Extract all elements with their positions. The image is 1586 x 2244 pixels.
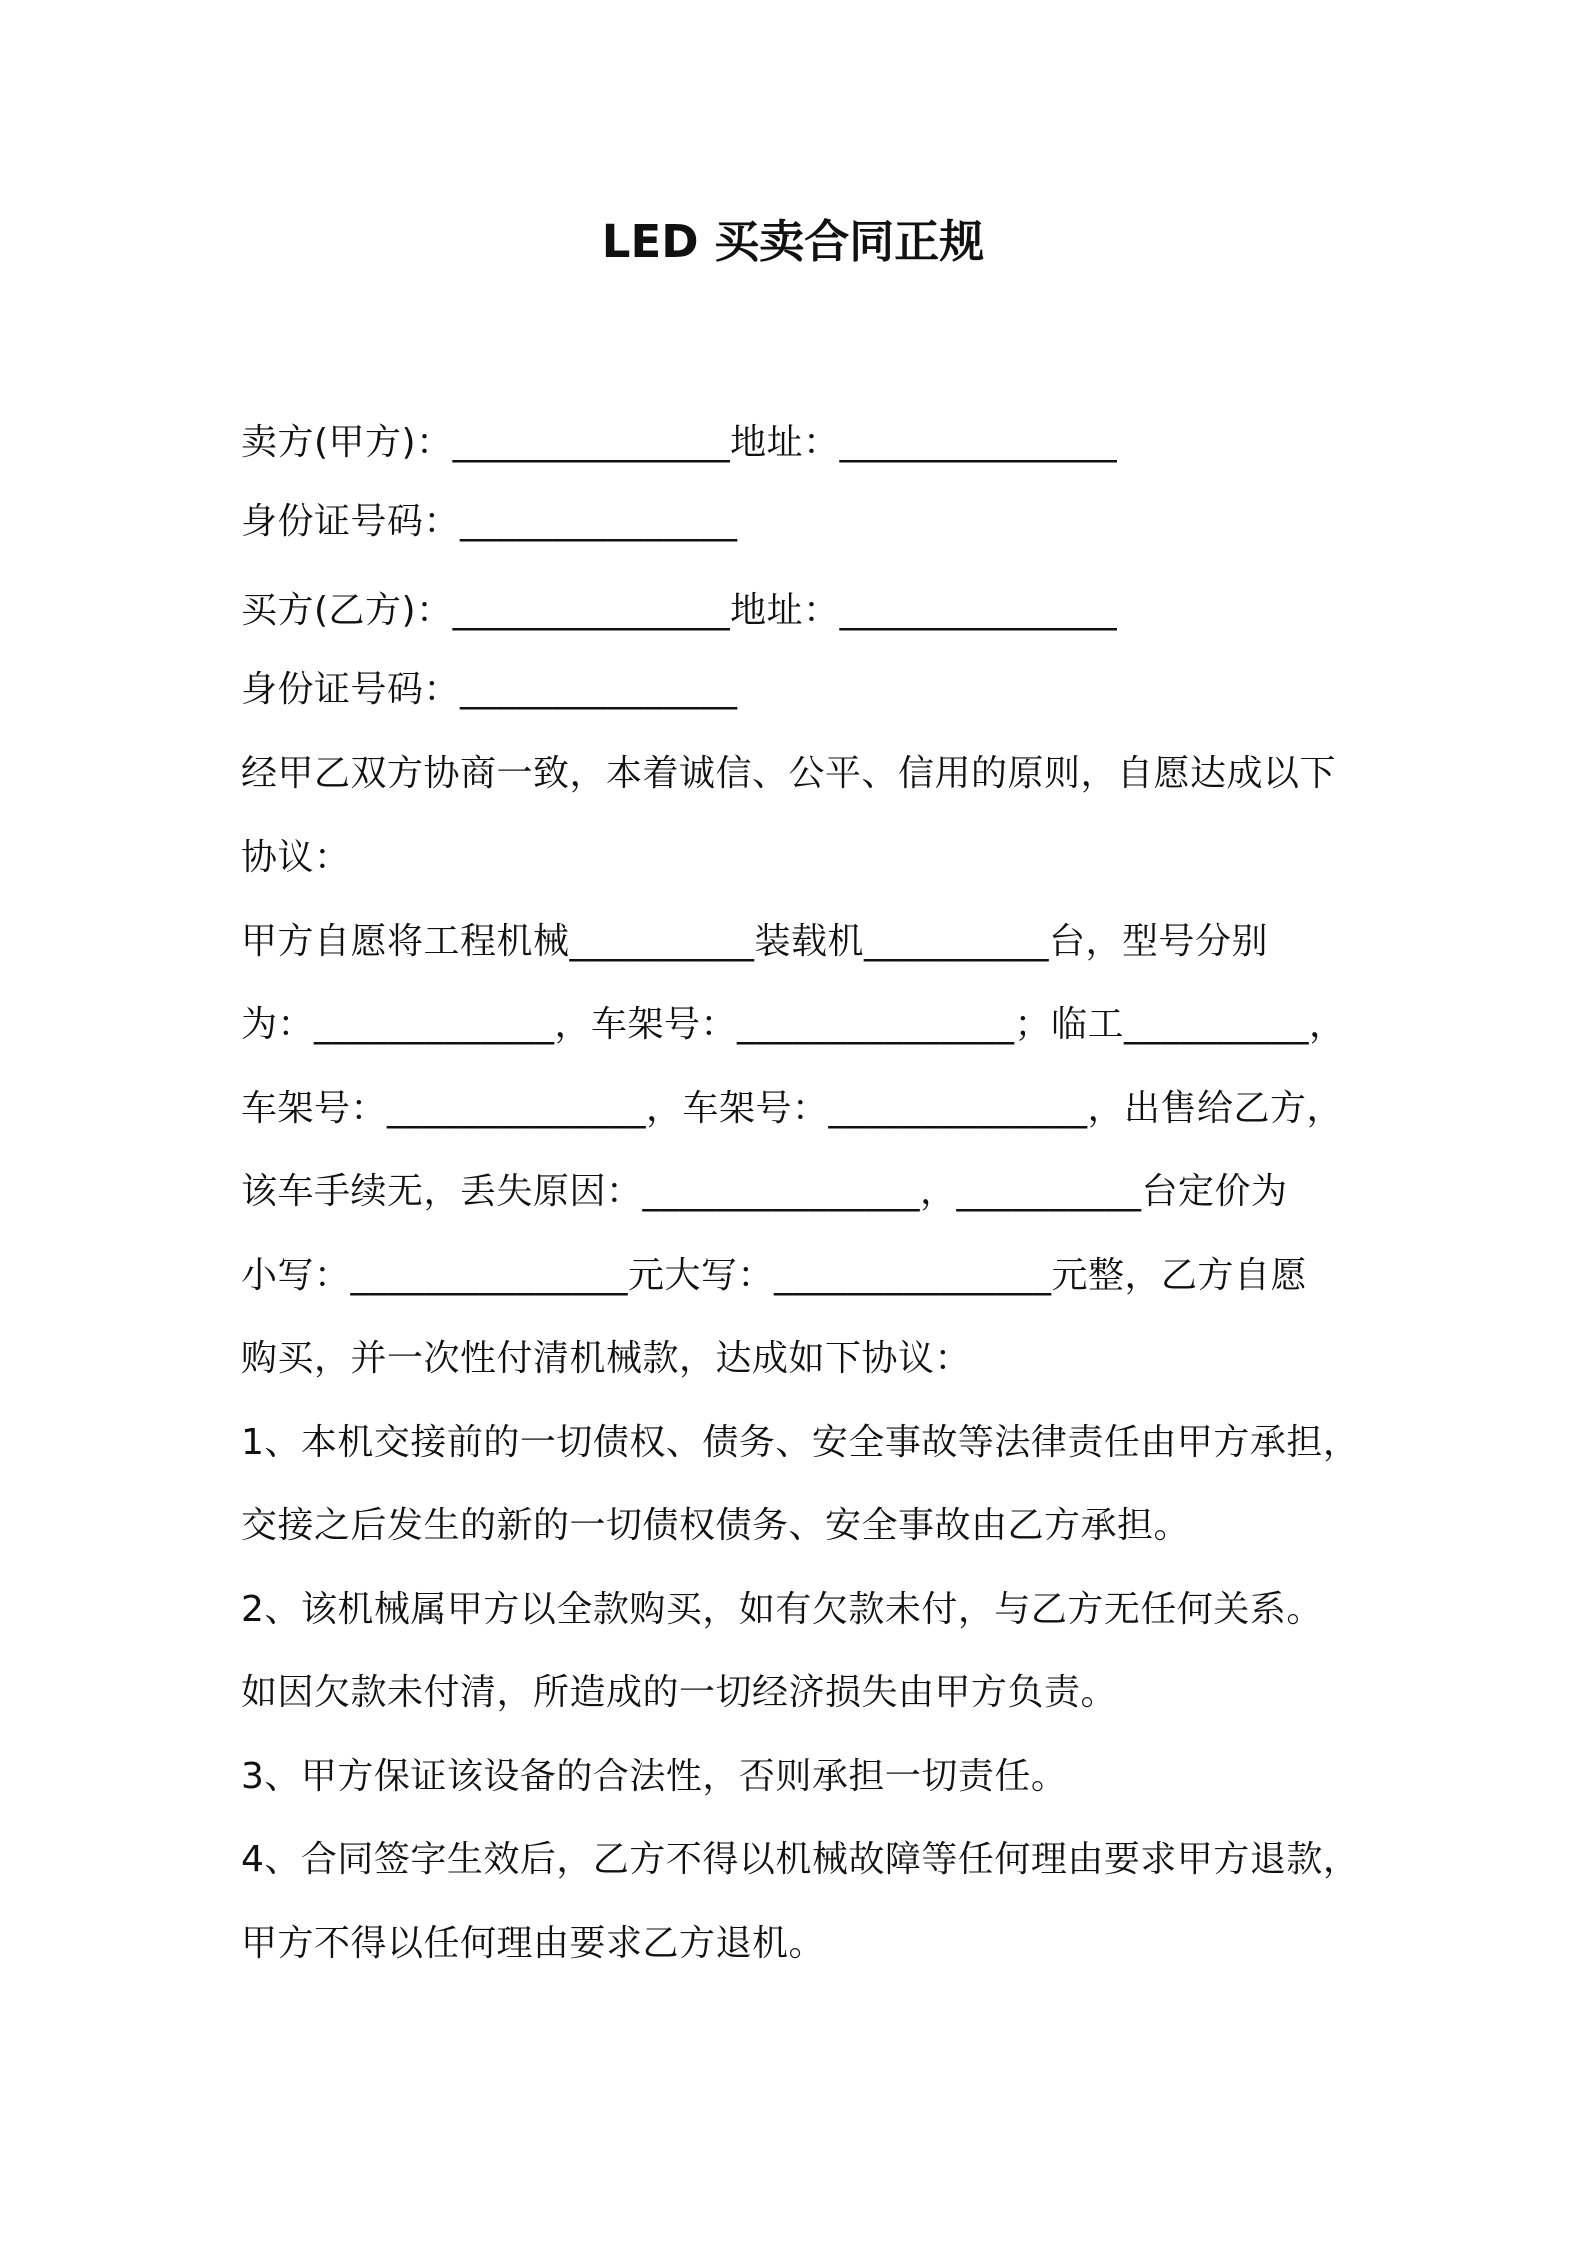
clause-2-line-1: 2、该机械属甲方以全款购买，如有欠款未付，与乙方无任何关系。 [241, 1589, 1323, 1630]
sale-line-1: 甲方自愿将工程机械__________装载机__________台，型号分别 [241, 921, 1269, 962]
clause-4-line-2: 甲方不得以任何理由要求乙方退机。 [241, 1923, 826, 1964]
sale-line-3: 车架号：______________，车架号：______________，出售给乙方， [241, 1088, 1344, 1129]
clause-2-line-2: 如因欠款未付清，所造成的一切经济损失由甲方负责。 [241, 1672, 1118, 1713]
buyer-id-line: 身份证号码：_______________ [241, 669, 738, 710]
sale-line-2: 为：_____________，车架号：_______________；临工__________， [241, 1004, 1346, 1045]
clause-3-line-1: 3、甲方保证该设备的合法性，否则承担一切责任。 [241, 1756, 1068, 1797]
sale-line-5: 小写：_______________元大写：_______________元整，乙方自愿 [241, 1255, 1308, 1296]
preamble-line-1: 经甲乙双方协商一致，本着诚信、公平、信用的原则，自愿达成以下 [241, 753, 1337, 794]
buyer-line: 买方(乙方)：_______________地址：_______________ [241, 590, 1118, 631]
clause-4-line-1: 4、合同签字生效后，乙方不得以机械故障等任何理由要求甲方退款， [241, 1839, 1360, 1880]
seller-line: 卖方(甲方)：_______________地址：_______________ [241, 422, 1118, 463]
seller-id-line: 身份证号码：_______________ [241, 501, 738, 542]
document-title: LED 买卖合同正规 [601, 215, 985, 268]
sale-line-4: 该车手续无，丢失原因：_______________，__________台定价为 [241, 1171, 1288, 1212]
clause-1-line-2: 交接之后发生的新的一切债权债务、安全事故由乙方承担。 [241, 1505, 1191, 1546]
preamble-line-2: 协议： [241, 837, 351, 878]
sale-line-6: 购买，并一次性付清机械款，达成如下协议： [241, 1338, 972, 1379]
clause-1-line-1: 1、本机交接前的一切债权、债务、安全事故等法律责任由甲方承担， [241, 1422, 1360, 1463]
